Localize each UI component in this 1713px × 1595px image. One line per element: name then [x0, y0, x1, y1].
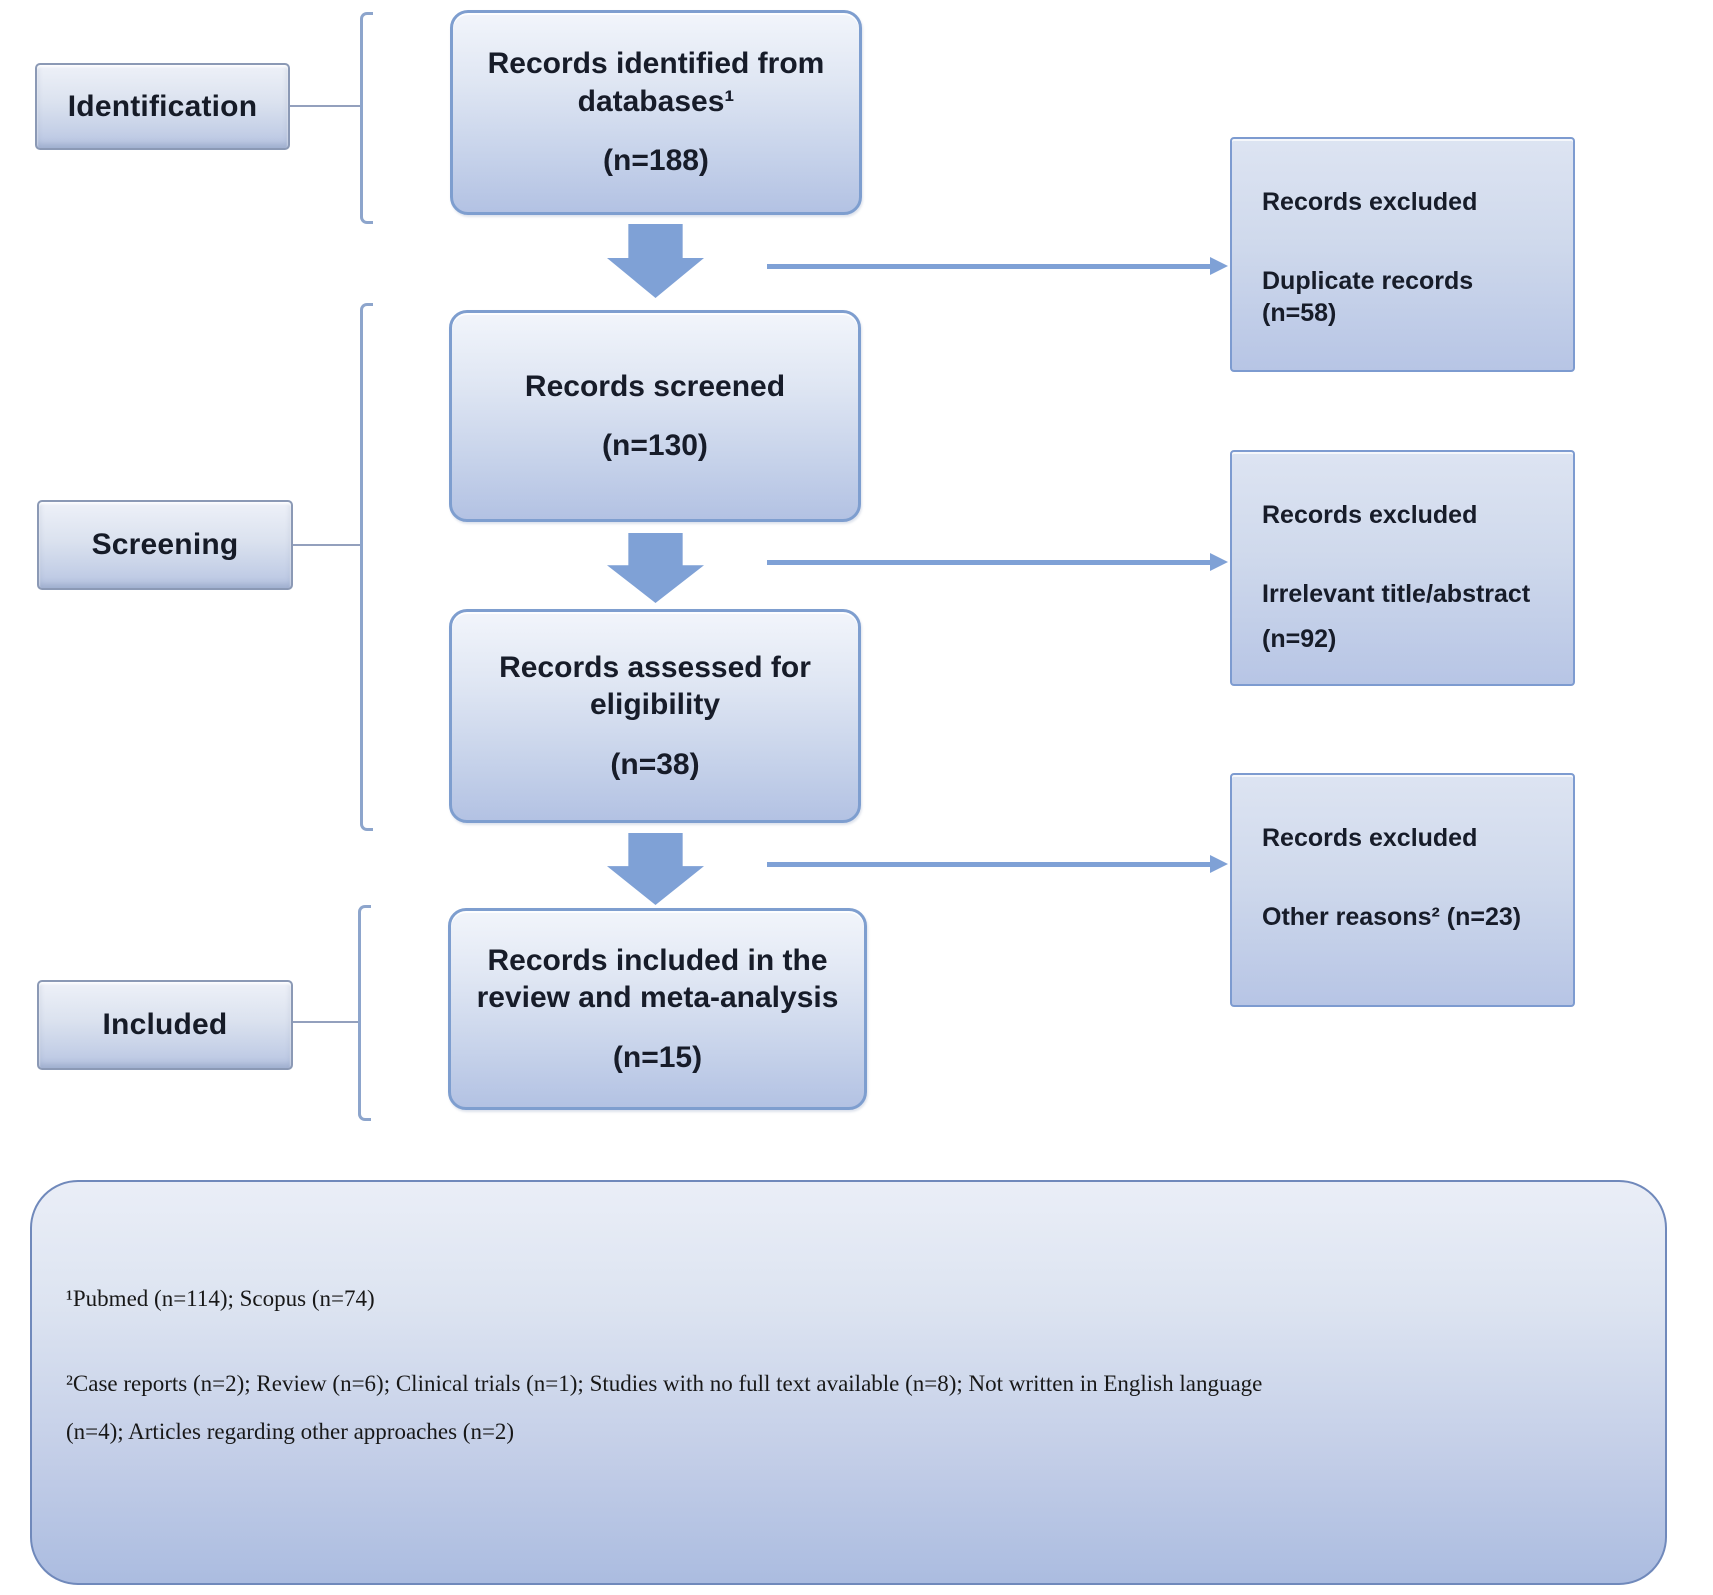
- excluded-reason: Irrelevant title/abstract: [1262, 579, 1531, 608]
- records-screened-count: (n=130): [602, 429, 708, 462]
- right-arrow-icon: [767, 264, 1212, 269]
- excluded-reason: Other reasons² (n=23): [1262, 902, 1522, 931]
- connector-line-identification: [290, 105, 360, 107]
- down-arrow-icon: [607, 833, 704, 905]
- excluded-box-duplicates: [1230, 137, 1575, 372]
- records-assessed-count: (n=38): [610, 747, 700, 781]
- stage-label-screening-text: Screening: [91, 528, 239, 561]
- records-assessed-title: Records assessed for eligibility: [499, 650, 811, 722]
- right-arrow-icon: [767, 560, 1212, 565]
- flow-box-records-identified: [450, 10, 862, 215]
- stage-label-identification-text: Identification: [67, 89, 258, 123]
- excluded-header: Records excluded: [1262, 501, 1478, 529]
- right-arrow-icon: [767, 862, 1212, 867]
- identification-bracket: [360, 12, 373, 224]
- records-included-title: Records included in the review and meta-analysis: [476, 943, 839, 1015]
- flow-box-records-screened: [449, 310, 861, 522]
- stage-label-included: [37, 980, 293, 1070]
- excluded-box-irrelevant: [1230, 450, 1575, 686]
- records-included-count: (n=15): [612, 1040, 703, 1074]
- records-identified-title: Records identified from databases¹: [487, 47, 825, 118]
- excluded-header: Records excluded: [1262, 188, 1478, 216]
- records-screened-title: Records screened: [524, 369, 786, 403]
- connector-line-included: [293, 1021, 358, 1023]
- footnote-box: [30, 1180, 1667, 1585]
- excluded-box-other-reasons: [1230, 773, 1575, 1007]
- connector-line-screening: [293, 544, 360, 546]
- excluded-reason-count: (n=92): [1262, 625, 1337, 653]
- stage-label-identification: [35, 63, 290, 150]
- footnote-other-reasons-line-1: ²Case reports (n=2); Review (n=6); Clinical trials (n=1); Studies with no full text available (n=8); Not written in English language: [66, 1371, 1263, 1397]
- down-arrow-icon: [607, 533, 704, 603]
- footnote-other-reasons-line-2: (n=4); Articles regarding other approaches (n=2): [66, 1418, 515, 1444]
- included-bracket: [358, 905, 371, 1121]
- stage-label-screening: [37, 500, 293, 590]
- excluded-reason: Duplicate records (n=58): [1262, 266, 1474, 327]
- stage-label-included-text: Included: [102, 1008, 228, 1041]
- flow-box-records-included: [448, 908, 867, 1110]
- flow-box-records-assessed: [449, 609, 861, 823]
- footnote-databases: ¹Pubmed (n=114); Scopus (n=74): [66, 1286, 375, 1311]
- screening-bracket: [360, 303, 373, 831]
- down-arrow-icon: [607, 224, 704, 298]
- records-identified-count: (n=188): [603, 144, 709, 178]
- excluded-header: Records excluded: [1262, 824, 1478, 852]
